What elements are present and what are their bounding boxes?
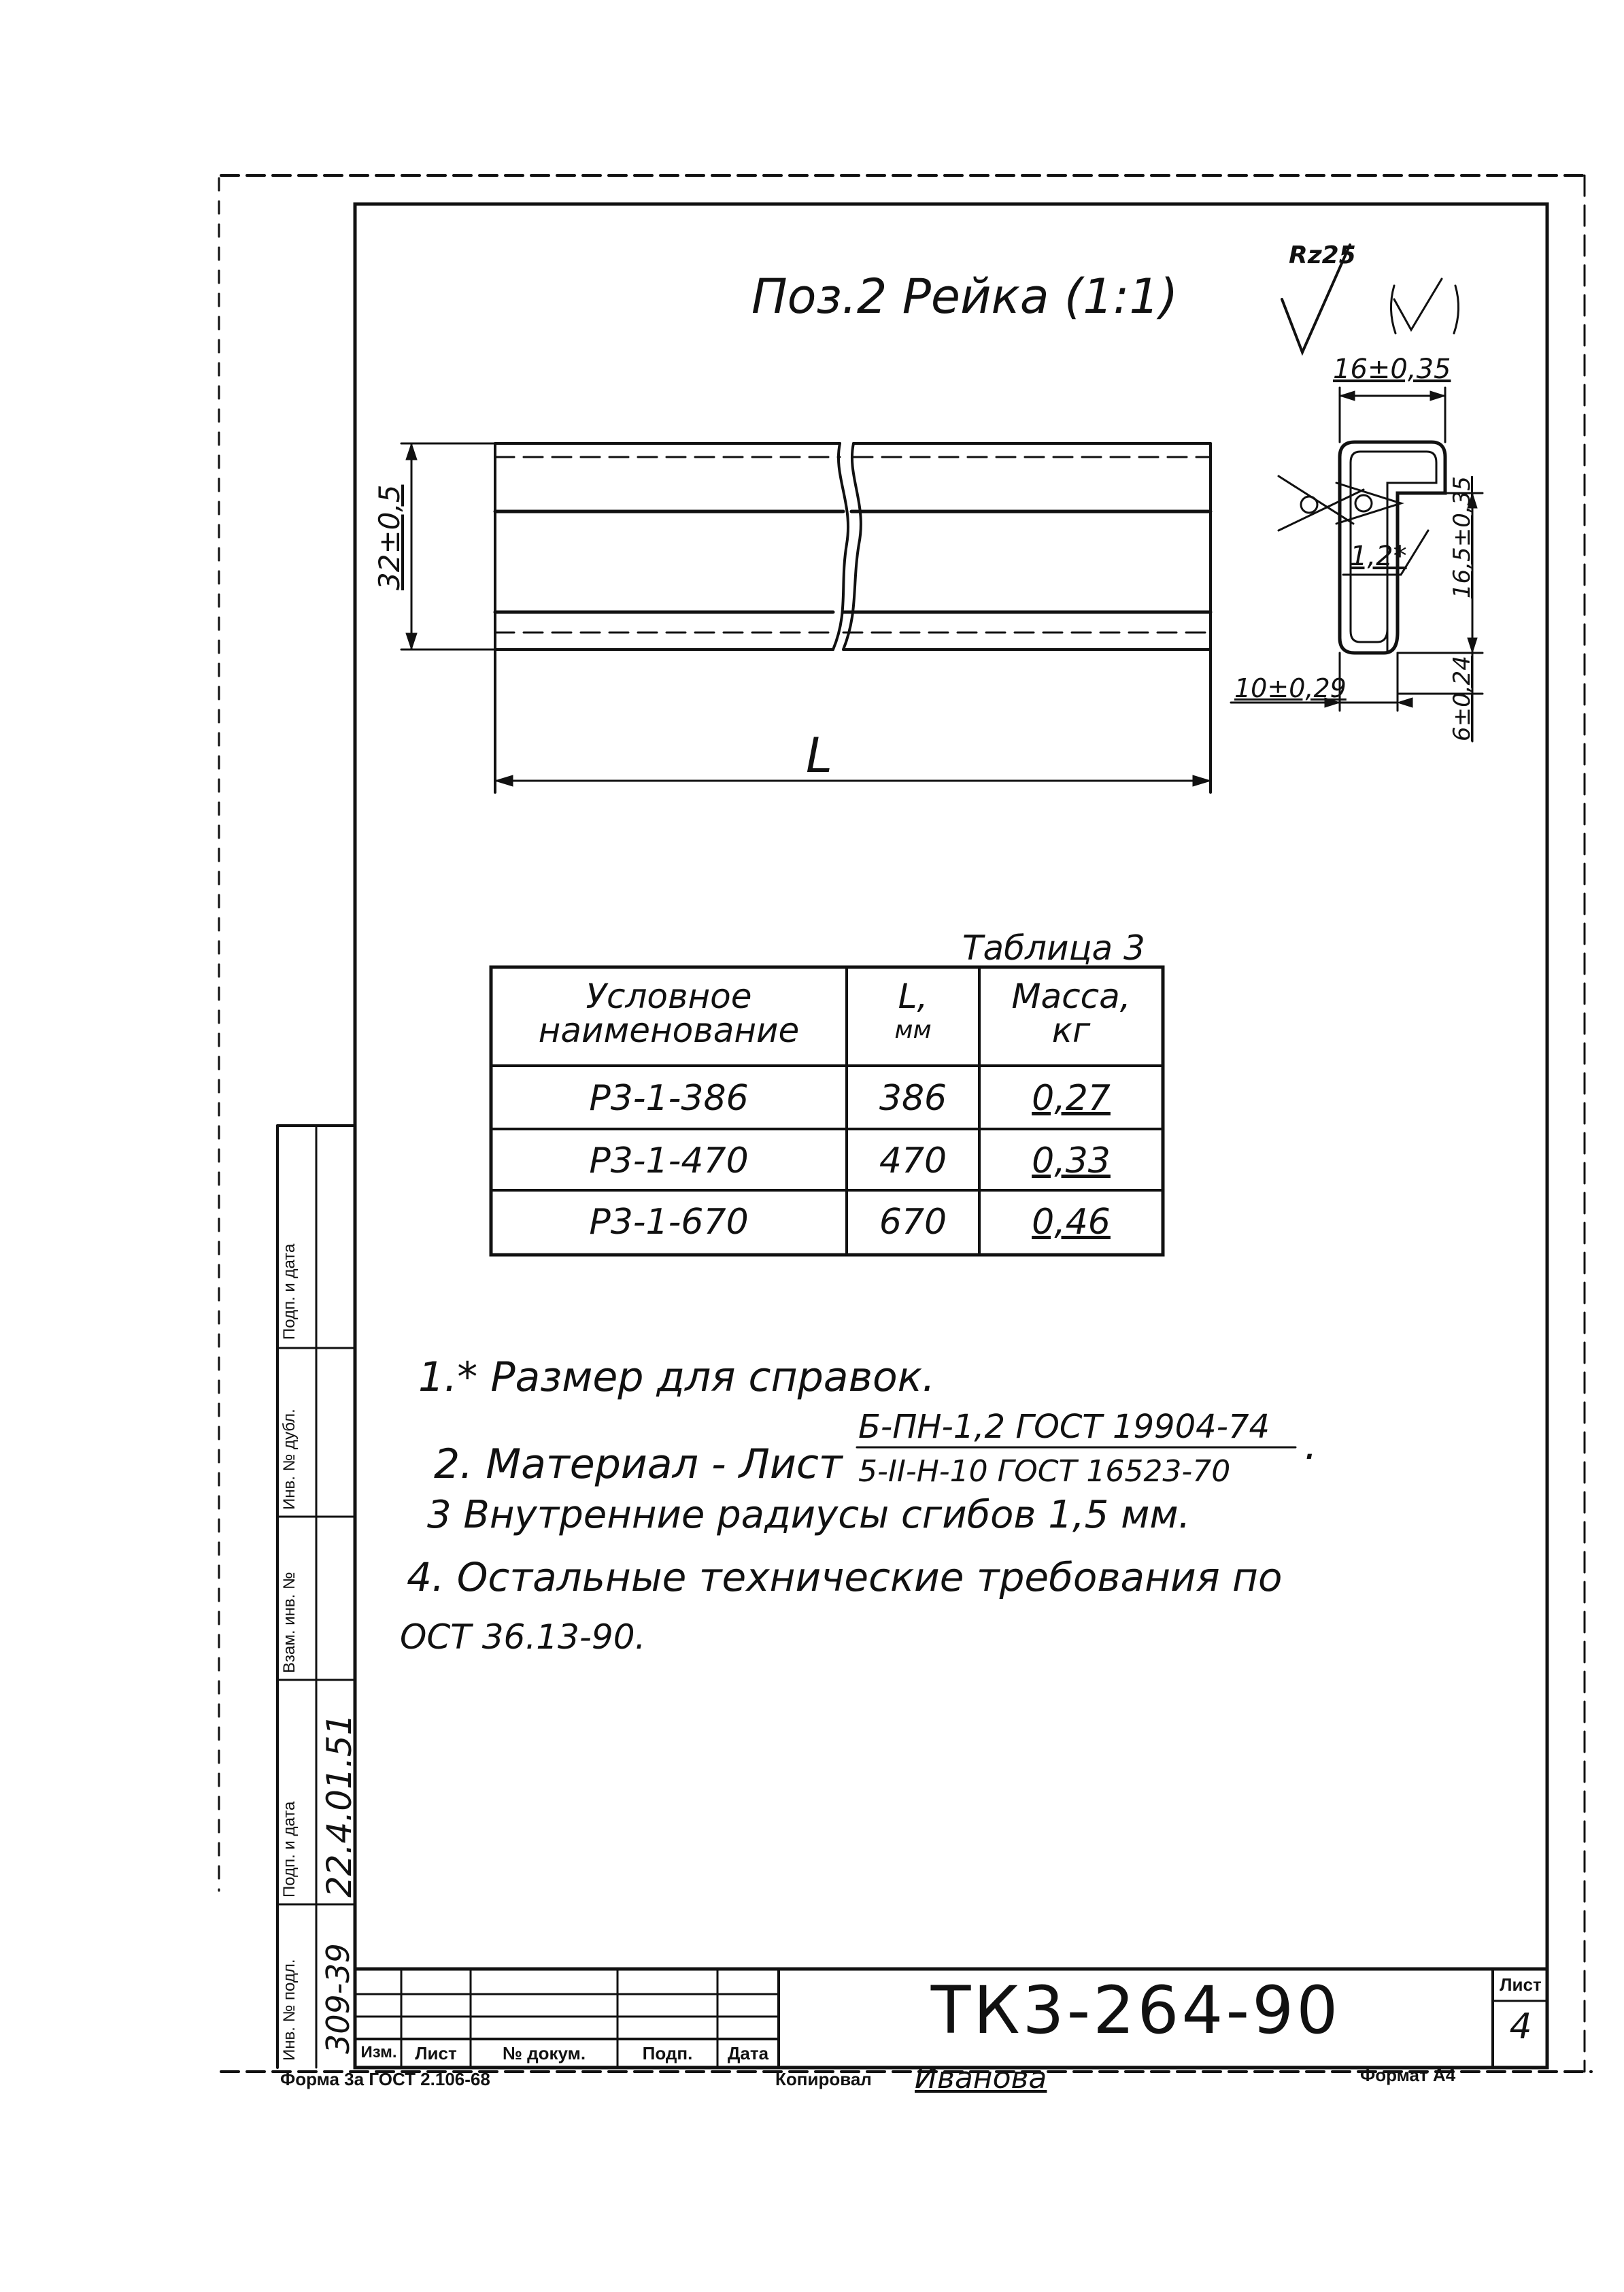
table-cell-name: Р3-1-386 [589,1078,749,1119]
col-label-change: Изм. [360,2043,397,2061]
table-cell-mass: 0,33 [1032,1141,1111,1181]
dim-width-bottom: 10±0,29 [1234,673,1347,703]
note-2-material-std: 5-II-Н-10 ГОСТ 16523-70 [858,1454,1231,1489]
note-4: 4. Остальные технические требования по [407,1554,1283,1600]
sheet-label: Лист [1500,1974,1542,1995]
side-label-replace-inv: Взам. инв. № [280,1572,299,1673]
note-2-material: Б-ПН-1,2 ГОСТ 19904-74 [858,1408,1270,1446]
table-cell-length: 670 [879,1202,947,1243]
dim-length: L [806,728,832,783]
table-header-length-line2: мм [894,1016,932,1044]
table-cell-length: 470 [879,1141,947,1181]
dim-width-top: 16±0,35 [1333,354,1451,385]
form-reference: Форма 3а ГОСТ 2.106-68 [280,2069,490,2089]
dim-height: 32±0,5 [373,484,406,590]
col-label-date: Дата [727,2043,769,2063]
side-date-value: 22.4.01.51 [320,1713,359,1898]
roughness-label: Rz25 [1289,241,1356,269]
document-designation: ТК3-264-90 [930,1972,1341,2049]
copied-label: Копировал [775,2069,872,2089]
table-header-mass-line2: кг [1051,1011,1091,1050]
note-3: 3 Внутренние радиусы сгибов 1,5 мм. [427,1493,1191,1537]
copied-by: Иванова [915,2061,1047,2095]
dim-inner-height: 16,5±0,35 [1449,476,1476,599]
side-label-sign-date-1: Подп. и дата [280,1801,299,1898]
table-cell-name: Р3-1-670 [589,1202,749,1243]
format-label: Формат А4 [1360,2065,1456,2085]
side-label-sign-date-2: Подп. и дата [280,1243,299,1340]
side-inv-value: 309-39 [320,1943,356,2054]
table-caption: Таблица 3 [962,928,1145,968]
table-cell-length: 386 [879,1078,947,1119]
table-cell-mass: 0,46 [1032,1202,1111,1243]
table-header-length [847,979,979,1047]
note-2-end: . [1304,1421,1318,1469]
table-header-mass [979,977,1163,1050]
table-header-length-line1: L, [898,977,928,1016]
sheet-number: 4 [1509,2006,1532,2047]
side-label-inv-dup: Инв. № дубл. [280,1409,299,1510]
table-header-mass-line1: Масса, [1011,977,1131,1016]
table-header-name-line2: наименование [538,1011,800,1050]
table-header-name-line1: Условное [586,977,752,1016]
table-header-name [491,977,847,1050]
table-cell-name: Р3-1-470 [589,1141,749,1181]
part-title: Поз.2 Рейка (1:1) [751,269,1179,324]
col-label-doc-no: № докум. [502,2043,586,2063]
note-4-continuation: ОСТ 36.13-90. [400,1617,646,1657]
table-cell-mass: 0,27 [1032,1078,1111,1119]
note-2: 2. Материал - Лист [434,1440,843,1488]
note-1: 1.* Размер для справок. [418,1353,935,1401]
dim-thickness: 1,2* [1350,541,1407,572]
side-label-inv-original: Инв. № подл. [280,1959,299,2061]
col-label-sheet: Лист [415,2043,457,2063]
col-label-signature: Подп. [642,2043,693,2063]
dim-lip: 6±0,24 [1449,656,1476,741]
